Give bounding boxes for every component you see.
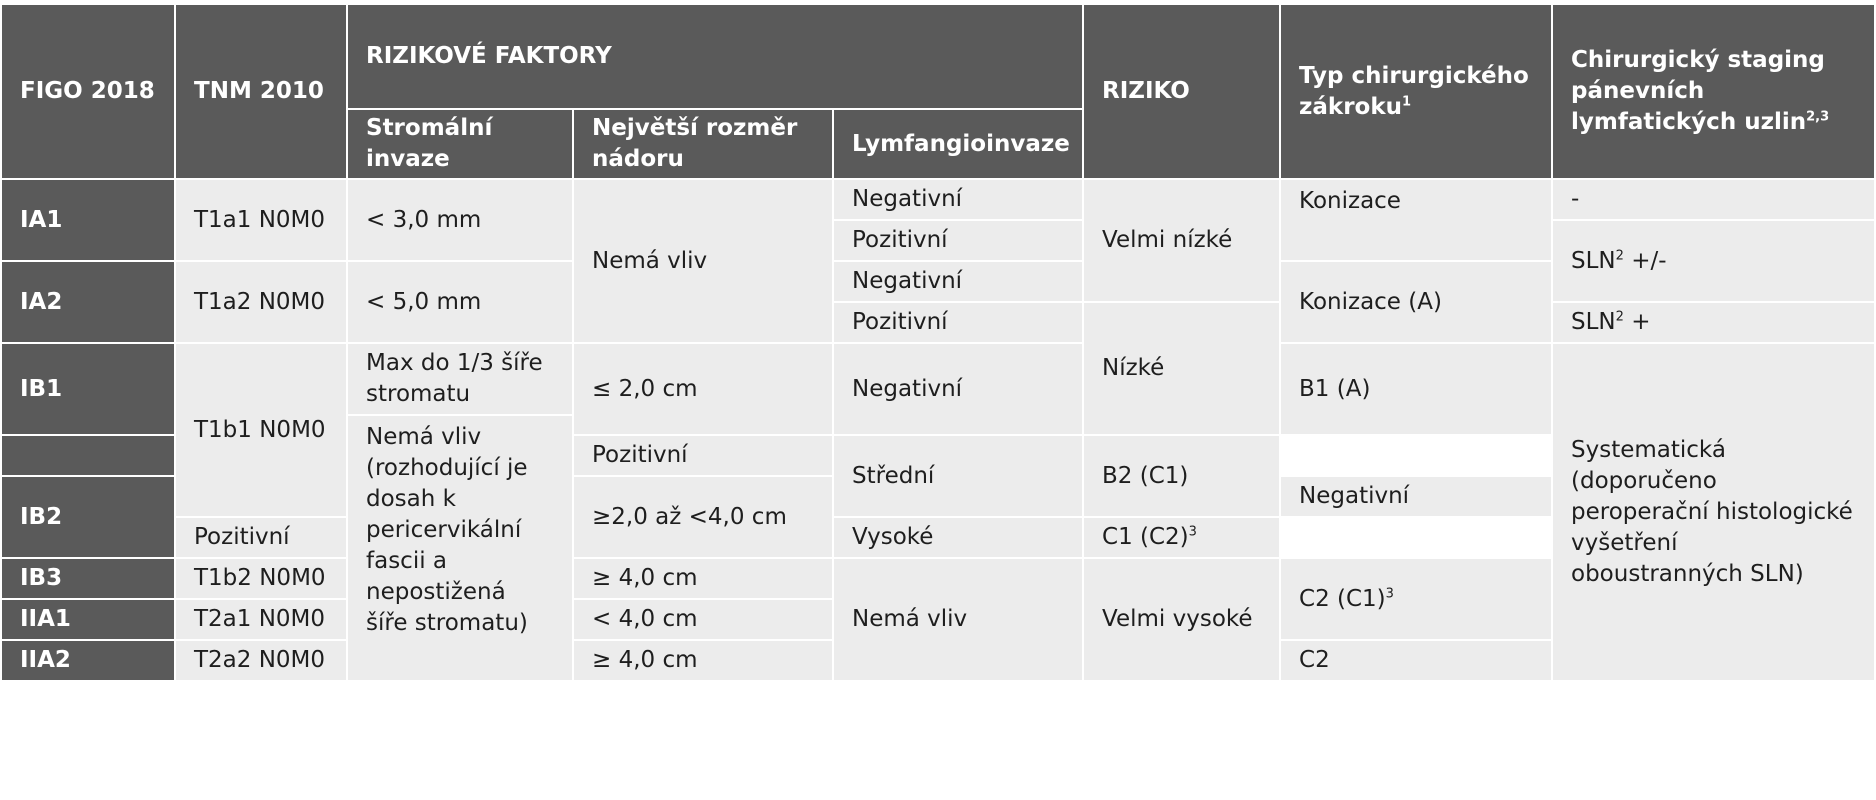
stromal-cell: Nemá vliv (rozhodující je dosah k pericervikální fascii a nepostižená šíře stromatu) — [347, 415, 573, 681]
header-figo: FIGO 2018 — [1, 4, 175, 179]
header-tnm: TNM 2010 — [175, 4, 347, 179]
tnm-cell: T1b1 N0M0 — [175, 343, 347, 517]
header-surgery-text: Typ chirurgického zákroku — [1299, 62, 1529, 120]
staging-table — [0, 3, 1876, 682]
risk-cell: Velmi nízké — [1083, 179, 1280, 302]
risk-cell: Nízké — [1083, 302, 1280, 435]
figo-stage — [1, 435, 175, 476]
size-cell: ≥ 4,0 cm — [573, 558, 833, 599]
risk-cell: Vysoké — [833, 517, 1083, 558]
surgery-cell — [1083, 517, 1280, 558]
surgery-cell: Konizace — [1280, 179, 1552, 261]
stromal-cell: < 5,0 mm — [347, 261, 573, 343]
header-surgery-sup: 1 — [1402, 93, 1412, 109]
header-staging-sup: 2,3 — [1806, 109, 1830, 125]
stromal-cell: < 3,0 mm — [347, 179, 573, 261]
lymph-cell: Negativní — [833, 261, 1083, 302]
lymph-cell: Negativní — [833, 179, 1083, 220]
figo-stage: IA1 — [1, 179, 175, 261]
size-cell: ≤ 2,0 cm — [573, 343, 833, 435]
sln-sup: 2 — [1615, 247, 1624, 263]
figo-stage: IB3 — [1, 558, 175, 599]
staging-cell — [1552, 220, 1875, 302]
surgery-cell: Konizace (A) — [1280, 261, 1552, 343]
risk-cell: Velmi vysoké — [1083, 558, 1280, 681]
header-staging — [1552, 4, 1875, 179]
tnm-cell: T2a2 N0M0 — [175, 640, 347, 681]
lymph-cell: Pozitivní — [175, 517, 347, 558]
surgery-cell: B2 (C1) — [1083, 435, 1280, 517]
header-risk-factors: RIZIKOVÉ FAKTORY — [347, 4, 1083, 109]
lymph-cell: Negativní — [1280, 476, 1552, 517]
size-cell: ≥2,0 až <4,0 cm — [573, 476, 833, 558]
header-size: Největší rozměr nádoru — [573, 109, 833, 179]
surgery-sup: 3 — [1385, 585, 1394, 601]
figo-stage: IA2 — [1, 261, 175, 343]
sln-sup: 2 — [1615, 309, 1624, 325]
header-surgery — [1280, 4, 1552, 179]
header-staging-text: Chirurgický staging pánevních lymfatických uzlin — [1571, 47, 1825, 135]
staging-cell — [1552, 302, 1875, 343]
figo-stage: IIA2 — [1, 640, 175, 681]
surgery-cell — [1280, 558, 1552, 640]
stromal-cell: Max do 1/3 šíře stromatu — [347, 343, 573, 415]
lymph-cell: Pozitivní — [573, 435, 833, 476]
surgery-cell: B1 (A) — [1280, 343, 1552, 435]
sln-suffix: + — [1623, 309, 1651, 335]
header-risk: RIZIKO — [1083, 4, 1280, 179]
tnm-cell: T1a1 N0M0 — [175, 179, 347, 261]
tnm-cell: T1b2 N0M0 — [175, 558, 347, 599]
sln-label: SLN — [1571, 247, 1616, 274]
staging-cell: Systematická (doporučeno peroperační histologické vyšetření oboustranných SLN) — [1552, 343, 1875, 681]
lymph-cell: Pozitivní — [833, 302, 1083, 343]
size-cell: ≥ 4,0 cm — [573, 640, 833, 681]
figo-stage: IB1 — [1, 343, 175, 435]
surgery-text: C1 (C2) — [1102, 524, 1189, 550]
staging-cell: - — [1552, 179, 1875, 220]
surgery-sup: 3 — [1188, 524, 1197, 540]
surgery-text: C2 (C1) — [1299, 585, 1386, 612]
header-lymph: Lymfangioinvaze — [833, 109, 1083, 179]
surgery-cell: C2 — [1280, 640, 1552, 681]
size-cell: < 4,0 cm — [573, 599, 833, 640]
lymph-cell: Negativní — [833, 343, 1083, 435]
lymph-cell: Nemá vliv — [833, 558, 1083, 681]
sln-suffix: +/- — [1623, 247, 1667, 274]
size-cell: Nemá vliv — [573, 179, 833, 343]
tnm-cell: T2a1 N0M0 — [175, 599, 347, 640]
lymph-cell: Pozitivní — [833, 220, 1083, 261]
figo-stage: IIA1 — [1, 599, 175, 640]
sln-label: SLN — [1571, 309, 1616, 335]
risk-cell: Střední — [833, 435, 1083, 517]
header-stromal: Stromální invaze — [347, 109, 573, 179]
tnm-cell: T1a2 N0M0 — [175, 261, 347, 343]
figo-stage: IB2 — [1, 476, 175, 558]
